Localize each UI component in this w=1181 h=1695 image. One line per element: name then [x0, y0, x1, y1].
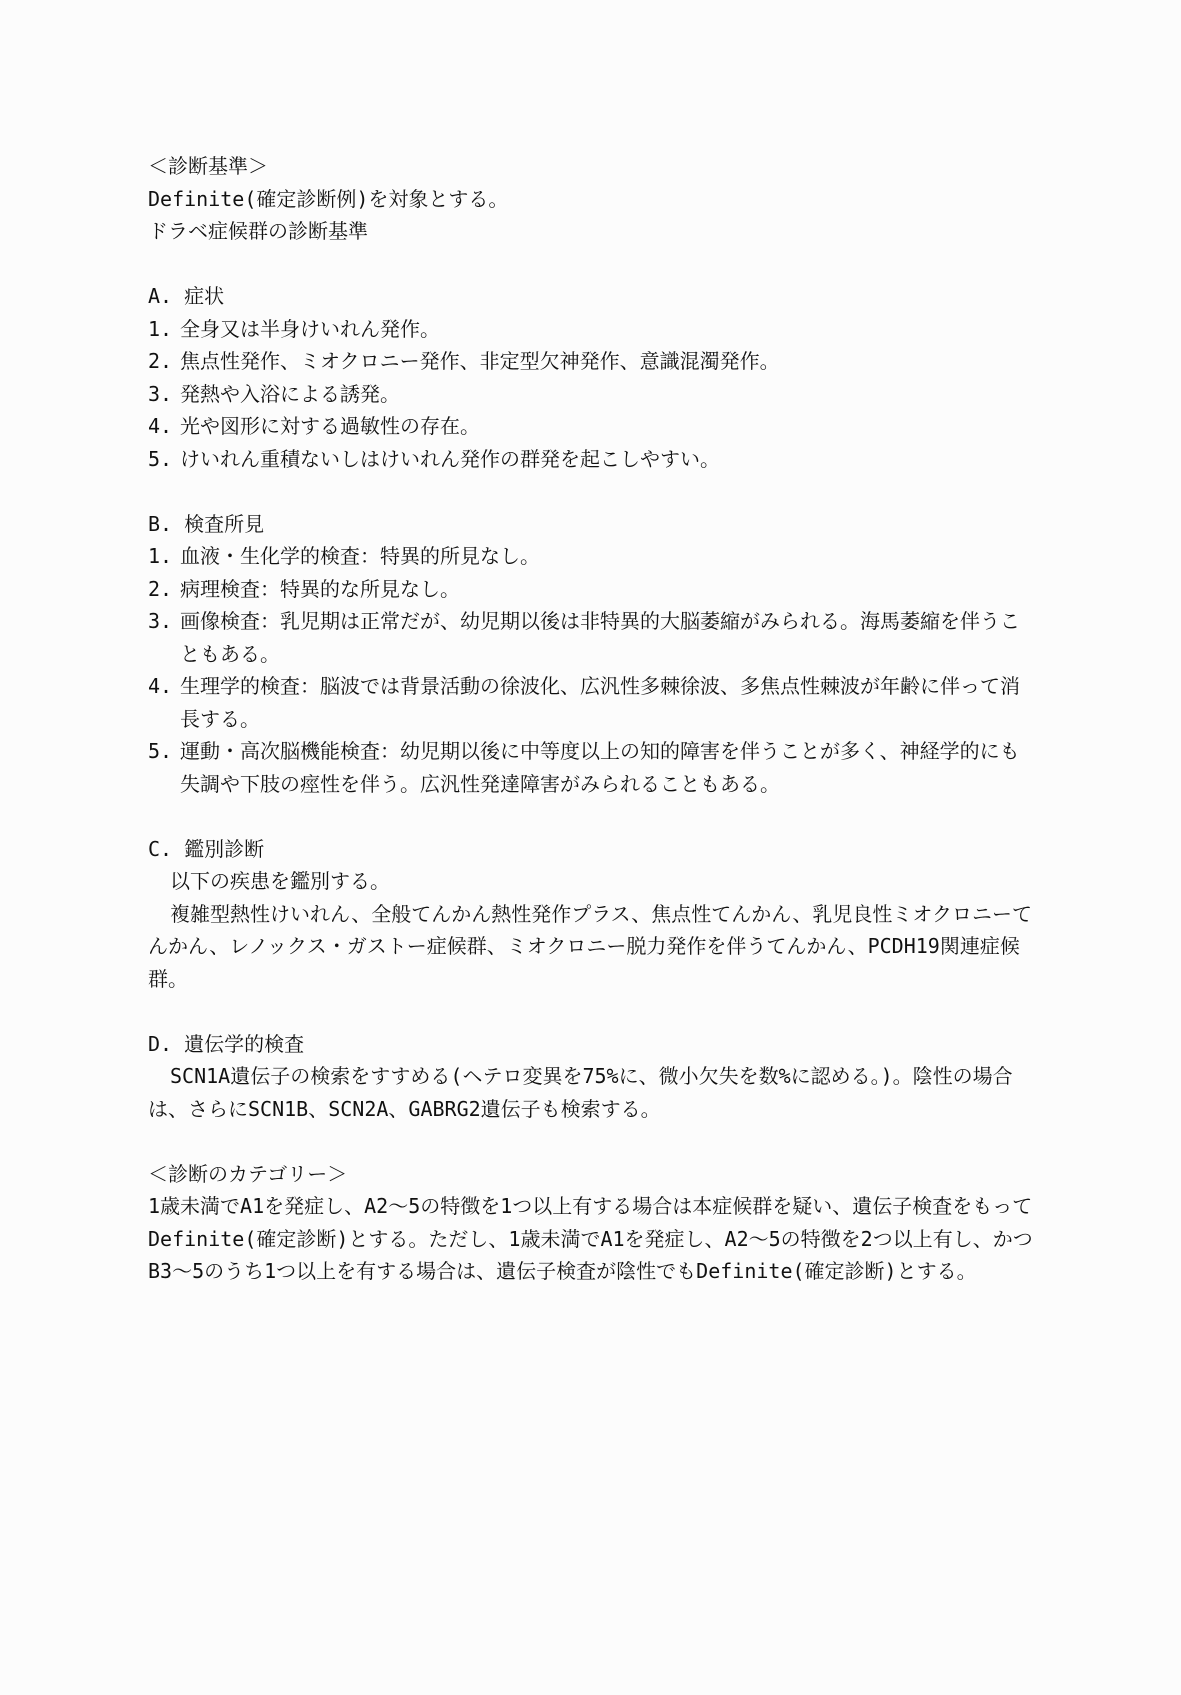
section-intro: 以下の疾患を鑑別する。	[170, 869, 390, 893]
criteria-title: ＜診断基準＞	[148, 154, 268, 178]
document-subtitle: ドラベ症候群の診断基準	[148, 219, 368, 243]
section-c-differential	[148, 833, 1038, 996]
diagnostic-category	[148, 1158, 1038, 1288]
spacer	[148, 475, 1038, 508]
item-text: 血液・生化学的検査：特異的所見なし。	[180, 544, 540, 568]
list-item	[148, 670, 1038, 735]
item-number: 5.	[148, 739, 173, 763]
item-number: 2.	[148, 349, 173, 373]
list-item	[148, 313, 1038, 346]
item-text: 生理学的検査：脳波では背景活動の徐波化、広汎性多棘徐波、多焦点性棘波が年齢に伴って消長する。	[180, 674, 1020, 731]
scope-statement: Definite(確定診断例)を対象とする。	[148, 186, 509, 211]
section-d-genetic	[148, 1028, 1038, 1126]
item-number: 2.	[148, 576, 173, 601]
category-heading: ＜診断のカテゴリー＞	[148, 1161, 348, 1186]
item-text: けいれん重積ないしはけいれん発作の群発を起こしやすい。	[180, 446, 720, 471]
item-number: 1.	[148, 544, 173, 568]
item-text: 運動・高次脳機能検査：幼児期以後に中等度以上の知的障害を伴うことが多く、神経学的にも失調や下肢の痙性を伴う。広汎性発達障害がみられることもある。	[180, 739, 1020, 796]
item-text: 焦点性発作、ミオクロニー発作、非定型欠神発作、意識混濁発作。	[180, 349, 780, 373]
item-number: 4.	[148, 674, 173, 698]
item-number: 5.	[148, 446, 173, 471]
list-item	[148, 735, 1038, 800]
document-page	[148, 150, 1038, 1288]
section-heading: A. 症状	[148, 284, 225, 308]
list-item	[148, 443, 1038, 476]
section-heading: D. 遺伝学的検査	[148, 1031, 305, 1056]
list-item	[148, 605, 1038, 670]
item-number: 3.	[148, 609, 173, 633]
item-number: 3.	[148, 381, 173, 406]
spacer	[148, 800, 1038, 833]
spacer	[148, 995, 1038, 1028]
genetic-test-text: SCN1A遺伝子の検索をすすめる(ヘテロ変異を75%に、微小欠失を数%に認める。)。陰性の場合は、さらにSCN1B、SCN2A、GABRG2遺伝子も検索する。	[148, 1064, 1013, 1121]
item-text: 病理検査：特異的な所見なし。	[180, 576, 460, 601]
spacer	[148, 248, 1038, 281]
list-item	[148, 573, 1038, 606]
item-number: 4.	[148, 414, 173, 438]
section-a-symptoms	[148, 280, 1038, 475]
list-item	[148, 378, 1038, 411]
item-text: 画像検査：乳児期は正常だが、幼児期以後は非特異的大脳萎縮がみられる。海馬萎縮を伴うこともある。	[180, 609, 1020, 666]
section-b-findings	[148, 508, 1038, 801]
differential-list: 複雑型熱性けいれん、全般てんかん熱性発作プラス、焦点性てんかん、乳児良性ミオクロニーてんかん、レノックス・ガストー症候群、ミオクロニー脱力発作を伴うてんかん、PCDH19関連症候群。	[148, 901, 1032, 991]
category-text: 1歳未満でA1を発症し、A2〜5の特徴を1つ以上有する場合は本症候群を疑い、遺伝子検査をもってDefinite(確定診断)とする。ただし、1歳未満でA1を発症し、A2〜5の特徴を2つ以上有し、かつB3〜5のうち1つ以上を有する場合は、遺伝子検査が陰性でもDefinite(確定診断)とする。	[148, 1194, 1033, 1283]
list-item	[148, 410, 1038, 443]
item-text: 光や図形に対する過敏性の存在。	[180, 414, 480, 438]
spacer	[148, 1125, 1038, 1158]
item-text: 全身又は半身けいれん発作。	[180, 316, 440, 341]
item-number: 1.	[148, 316, 173, 341]
list-item	[148, 345, 1038, 378]
list-item	[148, 540, 1038, 573]
item-text: 発熱や入浴による誘発。	[180, 381, 400, 406]
section-heading: C. 鑑別診断	[148, 836, 265, 861]
section-heading: B. 検査所見	[148, 511, 265, 536]
